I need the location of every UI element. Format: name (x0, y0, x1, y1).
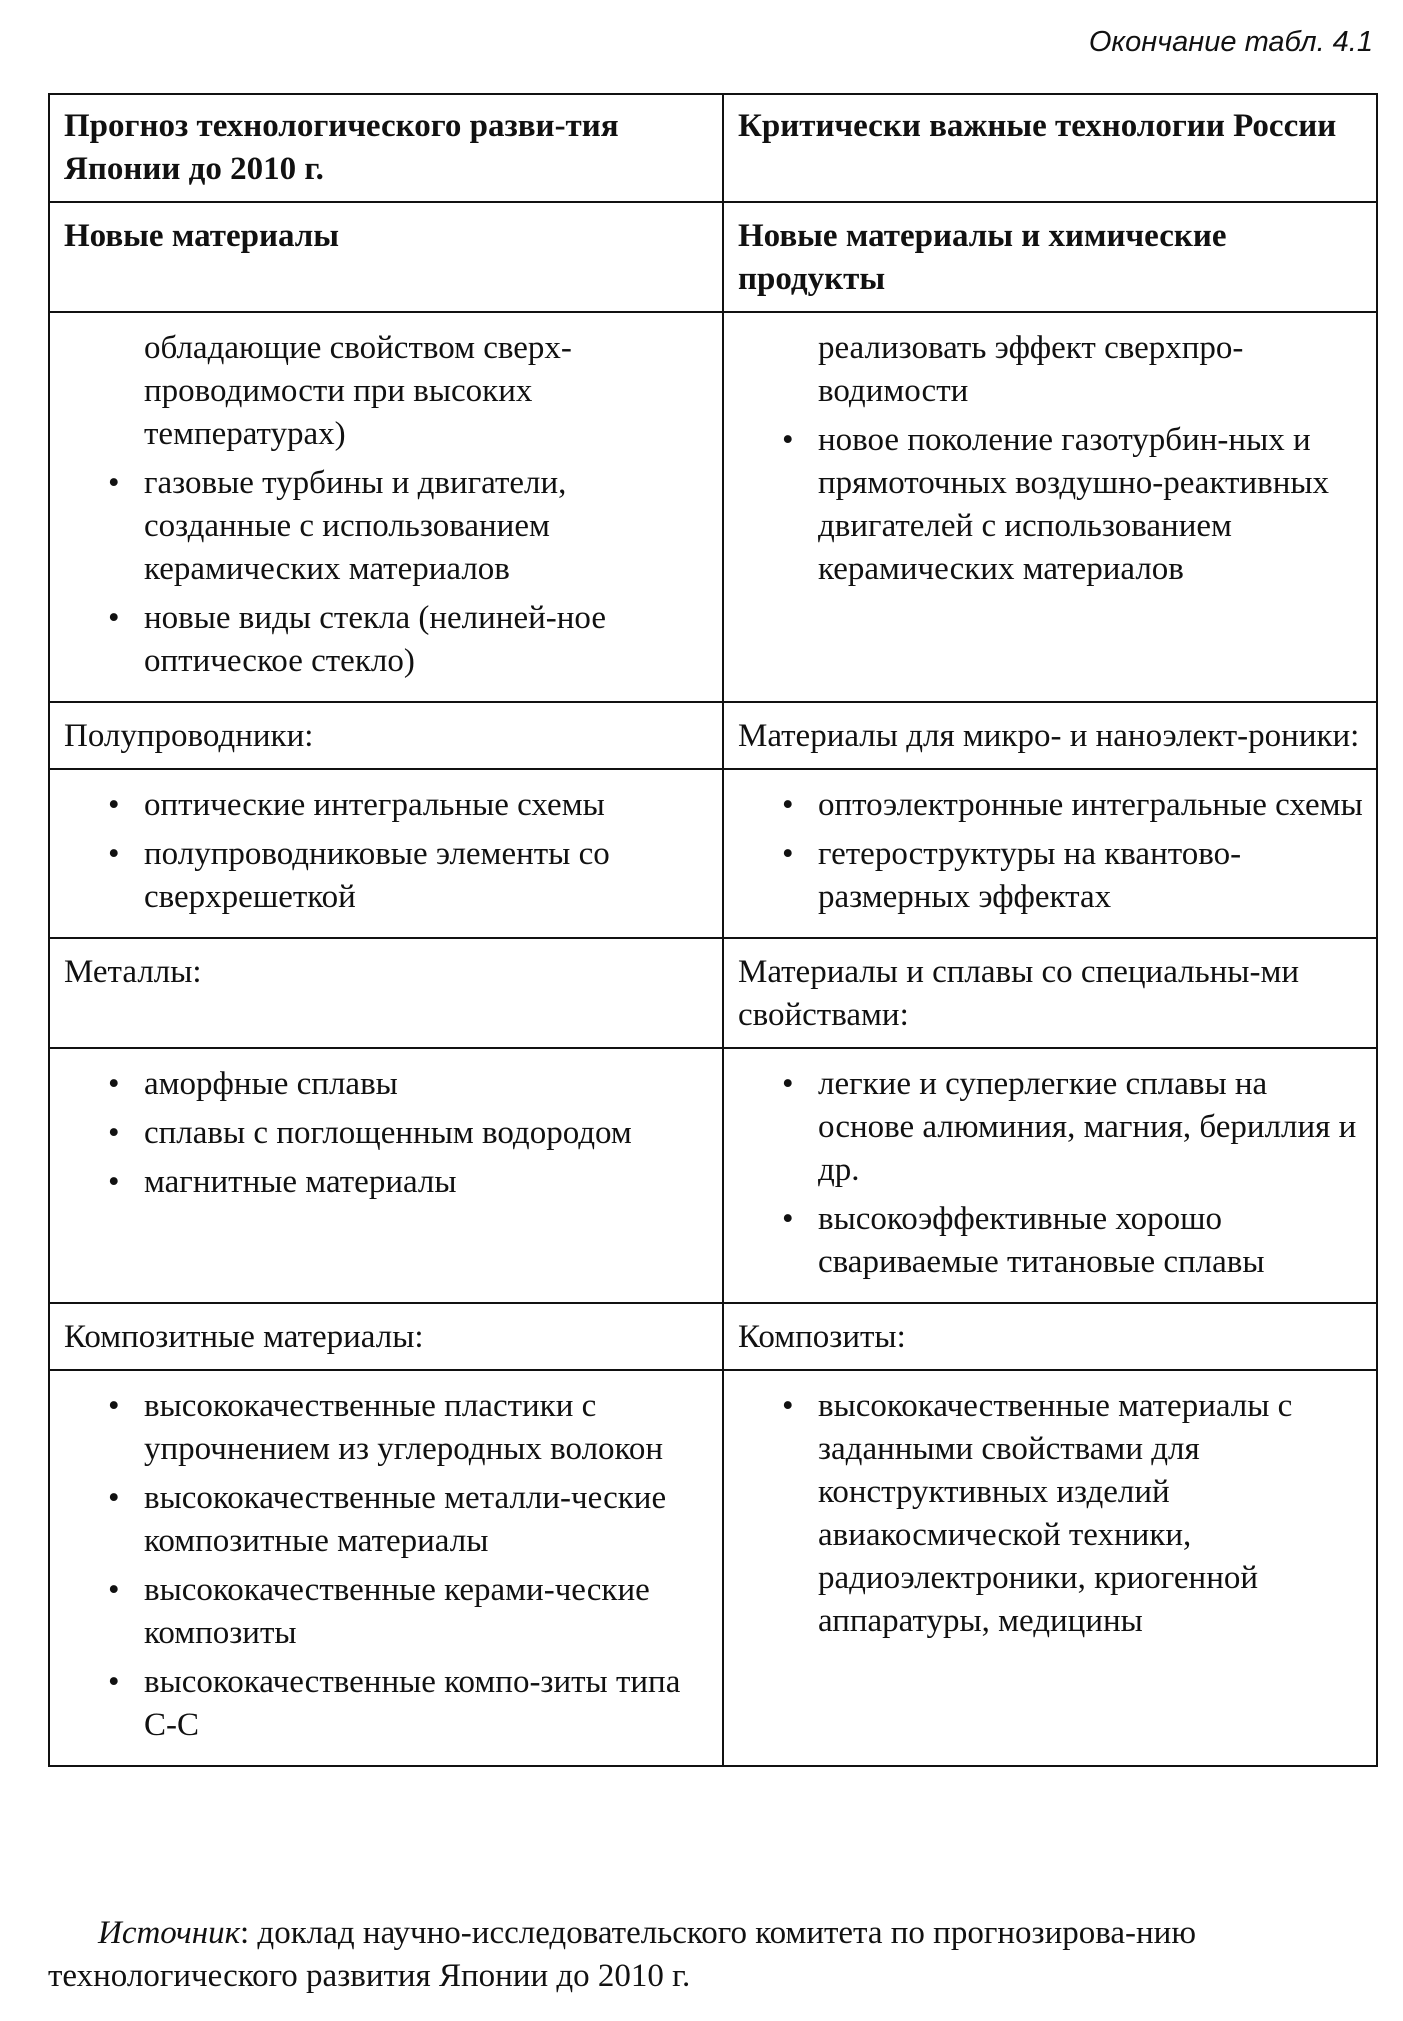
bullet-icon: • (108, 1115, 120, 1151)
list-item-text: высококачественные материалы с заданными свойствами для конструктивных изделий авиакосмической техники, радиоэлектроники, криогенной аппаратуры, медицины (818, 1388, 1293, 1639)
section-title-left: Композитные материалы: (49, 1303, 723, 1370)
table-header-row (49, 94, 1377, 202)
bullet-icon: • (782, 1388, 794, 1424)
section-title-row (49, 202, 1377, 312)
list-item (64, 1161, 712, 1204)
bullet-icon: • (108, 1164, 120, 1200)
list-item (738, 784, 1366, 827)
list-item-text: аморфные сплавы (144, 1066, 398, 1102)
section-items-right (723, 312, 1377, 702)
section-title-row (49, 1303, 1377, 1370)
list-item (738, 1385, 1366, 1643)
bullet-icon: • (782, 787, 794, 823)
bullet-list (738, 1063, 1366, 1284)
bullet-icon: • (108, 1664, 120, 1700)
bullet-icon: • (108, 465, 120, 501)
bullet-icon: • (108, 1066, 120, 1102)
bullet-list (64, 1063, 712, 1204)
section-items-left (49, 769, 723, 938)
list-item (738, 1198, 1366, 1284)
section-items-left (49, 312, 723, 702)
source-text: : доклад научно-исследовательского комитета по прогнозирова-нию технологического развития Японии до 2010 г. (48, 1915, 1196, 1994)
list-item-text: оптические интегральные схемы (144, 787, 605, 823)
list-item-text: высокоэффективные хорошо свариваемые титановые сплавы (818, 1201, 1265, 1280)
list-item (738, 1063, 1366, 1192)
section-title-row (49, 938, 1377, 1048)
bullet-list (738, 1385, 1366, 1643)
bullet-icon: • (108, 1480, 120, 1516)
list-item-text: сплавы с поглощенным водородом (144, 1115, 632, 1151)
list-item-text: оптоэлектронные интегральные схемы (818, 787, 1363, 823)
section-title-right: Материалы для микро- и наноэлект-роники: (723, 702, 1377, 769)
section-title-left: Новые материалы (49, 202, 723, 312)
section-items-row (49, 1370, 1377, 1766)
list-item (64, 1661, 712, 1747)
list-item (64, 462, 712, 591)
list-item (64, 784, 712, 827)
list-item (738, 419, 1366, 591)
bullet-icon: • (108, 600, 120, 636)
section-items-row (49, 312, 1377, 702)
bullet-icon: • (782, 1066, 794, 1102)
technology-comparison-table (48, 93, 1378, 1767)
list-item-text: высококачественные металли-ческие композитные материалы (144, 1480, 667, 1559)
section-items-left (49, 1048, 723, 1303)
list-item (64, 1112, 712, 1155)
continued-text: обладающие свойством сверх-проводимости при высоких температурах) (144, 330, 572, 452)
list-item-text: высококачественные пластики с упрочнением из углеродных волокон (144, 1388, 664, 1467)
bullet-icon: • (782, 1201, 794, 1237)
section-title-left: Полупроводники: (49, 702, 723, 769)
list-item (64, 833, 712, 919)
list-item (64, 1063, 712, 1106)
list-item (738, 833, 1366, 919)
bullet-list (64, 462, 712, 683)
section-title-row (49, 702, 1377, 769)
section-items-right (723, 1370, 1377, 1766)
list-item-text: полупроводниковые элементы со сверхрешеткой (144, 836, 610, 915)
section-items-right (723, 1048, 1377, 1303)
bullet-icon: • (782, 422, 794, 458)
section-title-right: Композиты: (723, 1303, 1377, 1370)
section-title-left: Металлы: (49, 938, 723, 1048)
section-items-row (49, 1048, 1377, 1303)
list-item (64, 1569, 712, 1655)
bullet-icon: • (782, 836, 794, 872)
source-note (48, 1912, 1378, 1998)
bullet-list (64, 1385, 712, 1747)
list-item-text: новое поколение газотурбин-ных и прямоточных воздушно-реактивных двигателей с использованием керамических материалов (818, 422, 1330, 587)
bullet-list (738, 419, 1366, 591)
list-item-text: газовые турбины и двигатели, созданные с использованием керамических материалов (144, 465, 567, 587)
bullet-icon: • (108, 787, 120, 823)
list-item (64, 1385, 712, 1471)
bullet-icon: • (108, 836, 120, 872)
list-item-text: легкие и суперлегкие сплавы на основе алюминия, магния, бериллия и др. (818, 1066, 1357, 1188)
list-item-text: высококачественные компо-зиты типа С-С (144, 1664, 681, 1743)
section-title-right: Новые материалы и химические продукты (723, 202, 1377, 312)
section-items-right (723, 769, 1377, 938)
list-item-text: высококачественные керами-ческие композиты (144, 1572, 650, 1651)
list-item (64, 1477, 712, 1563)
bullet-icon: • (108, 1572, 120, 1608)
section-items-row (49, 769, 1377, 938)
bullet-icon: • (108, 1388, 120, 1424)
header-japan-forecast: Прогноз технологического разви-тия Японии до 2010 г. (49, 94, 723, 202)
section-items-left (49, 1370, 723, 1766)
table-caption: Окончание табл. 4.1 (1088, 26, 1373, 58)
header-russia-critical-tech: Критически важные технологии России (723, 94, 1377, 202)
list-item (64, 597, 712, 683)
list-item-text: гетероструктуры на квантово-размерных эффектах (818, 836, 1242, 915)
continued-text: реализовать эффект сверхпро-водимости (818, 330, 1244, 409)
source-label: Источник (98, 1915, 241, 1951)
list-item-text: новые виды стекла (нелиней-ное оптическое стекло) (144, 600, 606, 679)
list-item-text: магнитные материалы (144, 1164, 457, 1200)
bullet-list (738, 784, 1366, 919)
bullet-list (64, 784, 712, 919)
section-title-right: Материалы и сплавы со специальны-ми свойствами: (723, 938, 1377, 1048)
